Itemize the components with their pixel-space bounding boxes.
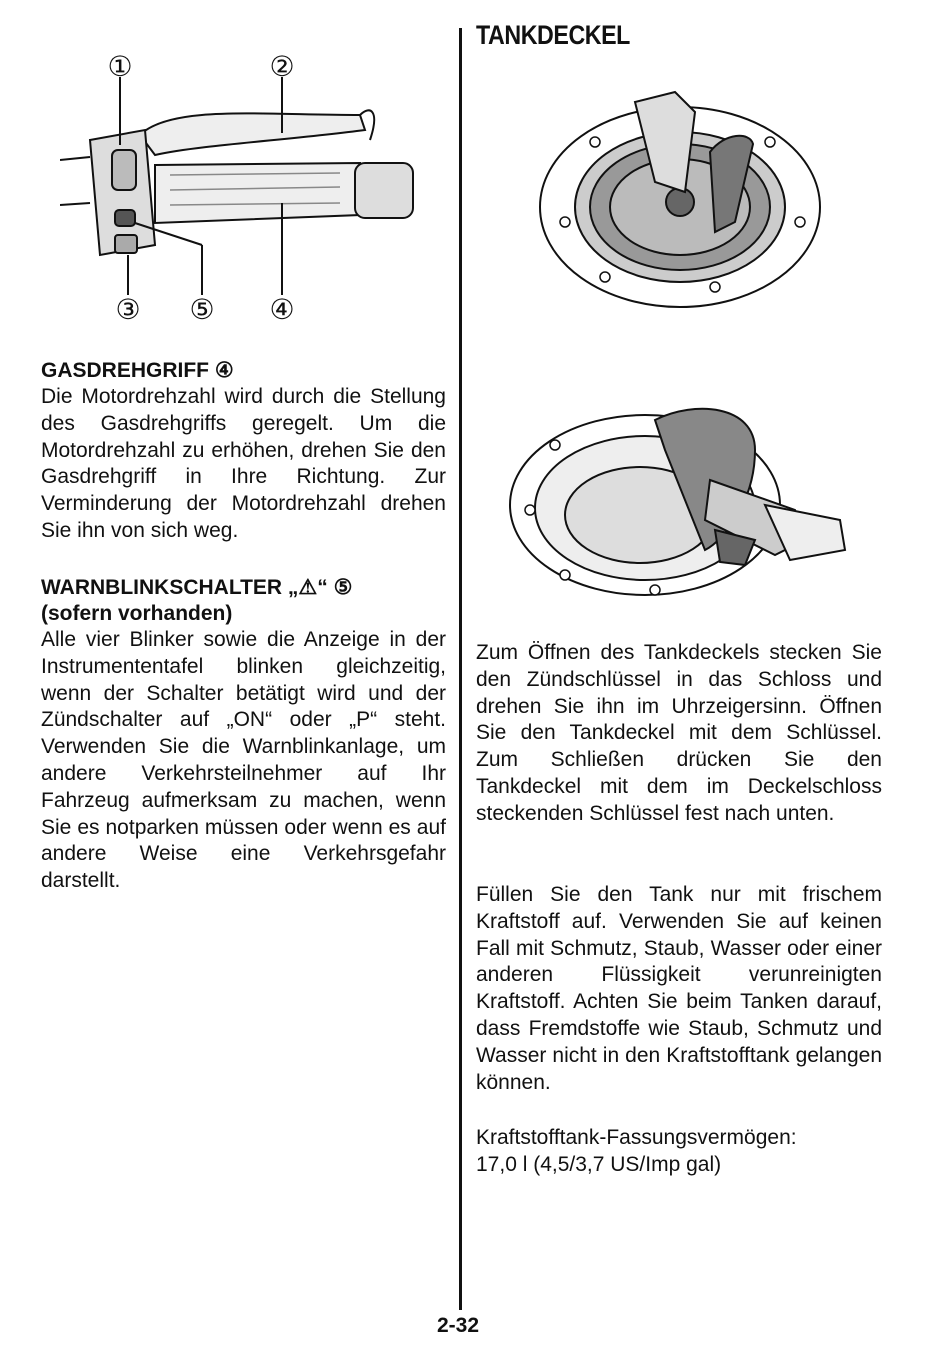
fuel-capacity-label: Kraftstofftank-Fassungsvermögen: <box>476 1126 797 1149</box>
fuel-cap-text-1 <box>476 640 882 828</box>
fuel-cap-text-2 <box>476 882 882 1096</box>
fuel-cap-closed-illustration <box>535 82 825 312</box>
hazard-section <box>41 575 446 895</box>
throttle-heading: GASDREHGRIFF ④ <box>41 359 234 382</box>
throttle-text: Die Motordrehzahl wird durch die Stellung des Gasdrehgriffs geregelt. Um die Motordrehzahl zu erhöhen, drehen Sie den Gasdrehgriff in Ihre Richtung. Zur Verminderung der Motordrehzahl drehen Sie ihn von sich weg. <box>41 385 446 542</box>
fuel-cap-para-1: Zum Öffnen des Tankdeckels stecken Sie den Zündschlüssel in das Schloss und drehen Sie ihn im Uhrzeigersinn. Öffnen Sie den Tankdeckel mit dem Schlüssel. Zum Schließen drücken Sie den Tankdeckel mit dem im Deckelschloss steckenden Schlüssel fest nach unten. <box>476 641 882 825</box>
callout-3: ③ <box>115 293 141 326</box>
column-divider <box>459 28 462 1310</box>
callout-2: ② <box>269 50 295 83</box>
fuel-cap-open-illustration <box>505 390 855 630</box>
hazard-heading-note: (sofern vorhanden) <box>41 602 233 625</box>
hazard-heading: WARNBLINKSCHALTER „⚠“ ⑤ <box>41 576 353 599</box>
handlebar-illustration <box>60 45 440 335</box>
page-number: 2-32 <box>437 1314 480 1337</box>
fuel-capacity <box>476 1125 882 1179</box>
fuel-cap-heading: TANKDECKEL <box>476 20 630 50</box>
fuel-cap-para-2: Füllen Sie den Tank nur mit frischem Kraftstoff auf. Verwenden Sie auf keinen Fall mit Schmutz, Staub, Wasser oder einer anderen Flüssigkeit verunreinigten Kraftstoff. Achten Sie beim Tanken darauf, dass Fremdstoffe wie Staub, Schmutz und Wasser nicht in den Kraftstofftank gelangen können. <box>476 883 882 1094</box>
callout-4: ④ <box>269 293 295 326</box>
fuel-capacity-value: 17,0 l (4,5/3,7 US/Imp gal) <box>476 1152 722 1176</box>
callout-5: ⑤ <box>189 293 215 326</box>
hazard-text: Alle vier Blinker sowie die Anzeige in der Instrumententafel blinken gleichzeitig, wenn der Schalter betätigt wird und der Zündschalter auf „ON“ oder „P“ steht. Verwenden Sie die Warnblinkanlage, um andere Verkehrsteilnehmer auf Ihr Fahrzeug aufmerksam zu machen, wenn Sie es notparken müssen oder wenn es auf andere Weise eine Verkehrsgefahr darstellt. <box>41 628 446 893</box>
throttle-section <box>41 358 446 545</box>
callout-1: ① <box>107 50 133 83</box>
